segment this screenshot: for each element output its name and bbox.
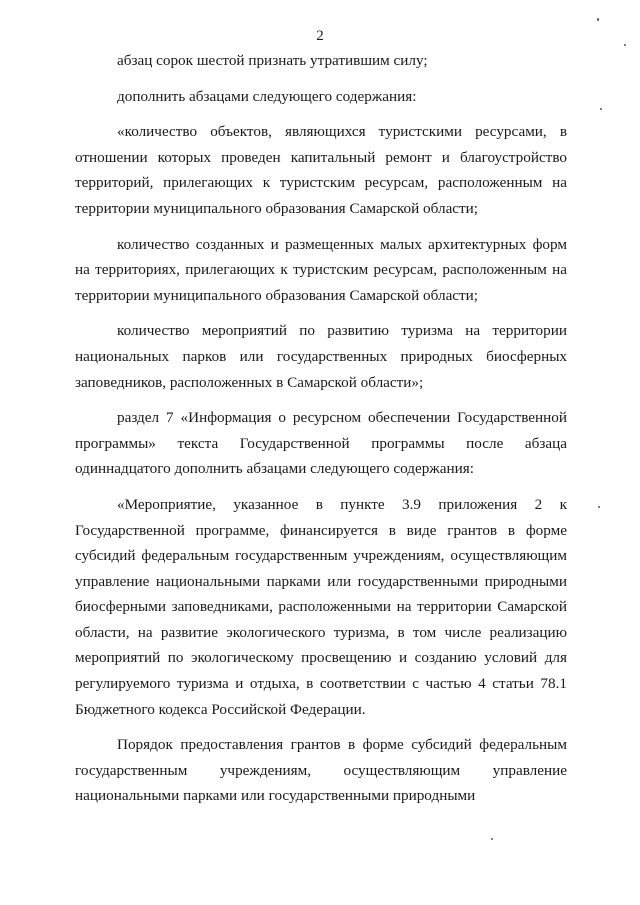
page-number: 2 xyxy=(316,28,324,44)
paragraph-1: абзац сорок шестой признать утратившим силу; xyxy=(117,52,428,69)
paragraph-5: количество мероприятий по развитию туризма на территории национальных парков или государственных природных биосферных заповедников, расположенных в Самарской области»; xyxy=(75,322,567,391)
scan-speck xyxy=(598,506,600,508)
paragraph-8: Порядок предоставления грантов в форме субсидий федеральным государственным учреждениям, осуществляющим управление национальными парками или государственными природными xyxy=(75,736,567,805)
paragraph-4: количество созданных и размещенных малых архитектурных форм на территориях, прилегающих к туристским ресурсам, расположенным на территории муниципального образования Самарской области; xyxy=(75,235,567,304)
paragraph-7: «Мероприятие, указанное в пункте 3.9 приложения 2 к Государственной программе, финансируется в виде грантов в форме субсидий федеральным государственным учреждениям, осуществляющим управление национальными парками или государственными природными биосферными заповедниками, расположенными на территории Самарской области, на развитие экологического туризма, в том числе реализацию мероприятий по экологическому просвещению и созданию условий для регулируемого туризма и отдыха, в соответствии с частью 4 статьи 78.1 Бюджетного кодекса Российской Федерации. xyxy=(75,495,567,718)
scan-speck xyxy=(600,108,602,110)
paragraph-6: раздел 7 «Информация о ресурсном обеспечении Государственной программы» текста Государственной программы после абзаца одиннадцатого дополнить абзацами следующего содержания: xyxy=(75,409,567,478)
paragraph-2: дополнить абзацами следующего содержания: xyxy=(117,87,417,105)
paragraph-3: «количество объектов, являющихся туристскими ресурсами, в отношении которых проведен капитальный ремонт и благоустройство территорий, прилегающих к туристским ресурсам, расположенным на территории муниципального образования Самарской области; xyxy=(75,123,567,217)
scan-speck xyxy=(624,44,626,46)
scan-speck xyxy=(597,18,599,21)
scan-speck xyxy=(491,838,493,840)
document-body xyxy=(75,48,567,809)
